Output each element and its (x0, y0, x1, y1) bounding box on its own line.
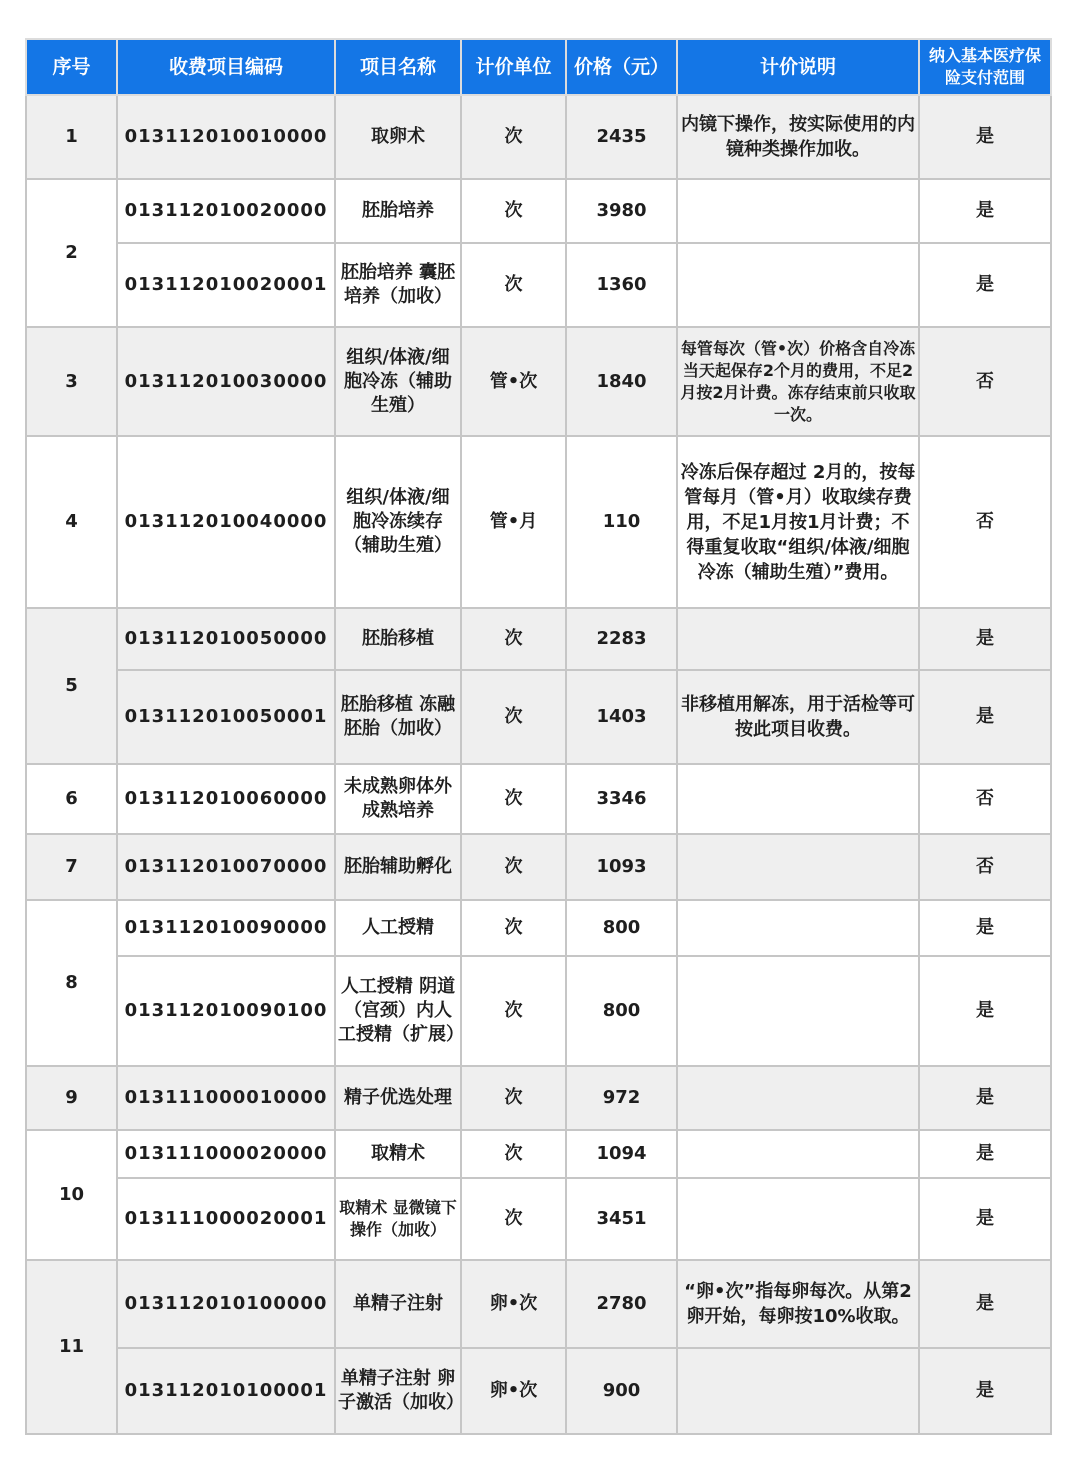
row-price: 3346 (566, 764, 677, 834)
row-code: 013112010100001 (117, 1348, 335, 1434)
row-code: 013112010050000 (117, 608, 335, 670)
row-price: 1360 (566, 243, 677, 327)
row-unit: 次 (461, 956, 566, 1066)
header-price: 价格（元） (566, 39, 677, 95)
row-no: 3 (26, 327, 117, 436)
row-insurance: 是 (919, 1348, 1051, 1434)
row-desc (677, 764, 919, 834)
table-row (26, 1066, 1051, 1130)
table-row (26, 834, 1051, 900)
row-insurance: 否 (919, 327, 1051, 436)
row-code: 013111000010000 (117, 1066, 335, 1130)
row-name: 人工授精 (335, 900, 461, 956)
table-row (26, 179, 1051, 243)
table-row (26, 327, 1051, 436)
row-desc (677, 608, 919, 670)
row-code: 013112010020000 (117, 179, 335, 243)
header-row (26, 39, 1051, 95)
row-code: 013111000020001 (117, 1178, 335, 1260)
row-unit: 次 (461, 1066, 566, 1130)
row-price: 800 (566, 900, 677, 956)
row-name: 胚胎辅助孵化 (335, 834, 461, 900)
row-name: 取精术 显微镜下操作（加收） (335, 1178, 461, 1260)
row-name: 胚胎移植 冻融胚胎（加收） (335, 670, 461, 764)
row-name: 组织/体液/细胞冷冻（辅助生殖） (335, 327, 461, 436)
header-code: 收费项目编码 (117, 39, 335, 95)
row-insurance: 是 (919, 1178, 1051, 1260)
row-price: 2435 (566, 95, 677, 179)
row-no: 1 (26, 95, 117, 179)
row-desc (677, 1130, 919, 1178)
row-desc (677, 1178, 919, 1260)
row-insurance: 是 (919, 670, 1051, 764)
row-name: 胚胎移植 (335, 608, 461, 670)
header-name: 项目名称 (335, 39, 461, 95)
row-insurance: 是 (919, 900, 1051, 956)
row-price: 1094 (566, 1130, 677, 1178)
header-no: 序号 (26, 39, 117, 95)
row-insurance: 否 (919, 764, 1051, 834)
row-unit: 管•月 (461, 436, 566, 608)
row-desc: 冷冻后保存超过 2月的，按每管每月（管•月）收取续存费用，不足1月按1月计费；不得重复收取“组织/体液/细胞冷冻（辅助生殖）”费用。 (677, 436, 919, 608)
row-price: 1093 (566, 834, 677, 900)
row-insurance: 是 (919, 956, 1051, 1066)
table-row (26, 436, 1051, 608)
row-insurance: 是 (919, 1066, 1051, 1130)
row-unit: 次 (461, 95, 566, 179)
row-price: 972 (566, 1066, 677, 1130)
row-unit: 次 (461, 608, 566, 670)
row-name: 取卵术 (335, 95, 461, 179)
row-no: 9 (26, 1066, 117, 1130)
row-code: 013112010030000 (117, 327, 335, 436)
row-code: 013112010010000 (117, 95, 335, 179)
row-price: 3451 (566, 1178, 677, 1260)
row-desc (677, 1348, 919, 1434)
row-insurance: 是 (919, 95, 1051, 179)
row-desc (677, 1066, 919, 1130)
row-desc: 内镜下操作，按实际使用的内镜种类操作加收。 (677, 95, 919, 179)
row-no: 10 (26, 1130, 117, 1260)
row-name: 取精术 (335, 1130, 461, 1178)
row-unit: 次 (461, 1130, 566, 1178)
row-unit: 次 (461, 670, 566, 764)
row-name: 单精子注射 卵子激活（加收） (335, 1348, 461, 1434)
row-unit: 次 (461, 764, 566, 834)
row-desc (677, 179, 919, 243)
table-row (26, 1348, 1051, 1434)
row-unit: 次 (461, 900, 566, 956)
row-no: 4 (26, 436, 117, 608)
row-insurance: 是 (919, 1260, 1051, 1348)
table-row (26, 1260, 1051, 1348)
row-price: 110 (566, 436, 677, 608)
row-unit: 次 (461, 243, 566, 327)
row-desc (677, 956, 919, 1066)
row-no: 8 (26, 900, 117, 1066)
table-row (26, 95, 1051, 179)
row-no: 11 (26, 1260, 117, 1434)
table-row (26, 1130, 1051, 1178)
row-code: 013112010050001 (117, 670, 335, 764)
row-name: 单精子注射 (335, 1260, 461, 1348)
row-code: 013112010070000 (117, 834, 335, 900)
row-unit: 次 (461, 179, 566, 243)
row-name: 组织/体液/细胞冷冻续存（辅助生殖） (335, 436, 461, 608)
row-desc: 非移植用解冻，用于活检等可按此项目收费。 (677, 670, 919, 764)
row-price: 2283 (566, 608, 677, 670)
row-insurance: 是 (919, 608, 1051, 670)
row-code: 013112010040000 (117, 436, 335, 608)
row-unit: 次 (461, 1178, 566, 1260)
row-code: 013112010090000 (117, 900, 335, 956)
row-no: 6 (26, 764, 117, 834)
row-unit: 卵•次 (461, 1260, 566, 1348)
row-desc (677, 900, 919, 956)
table-row (26, 243, 1051, 327)
row-desc: “卵•次”指每卵每次。从第2卵开始，每卵按10%收取。 (677, 1260, 919, 1348)
fee-table (25, 38, 1052, 1435)
row-name: 人工授精 阴道（宫颈）内人工授精（扩展） (335, 956, 461, 1066)
row-price: 900 (566, 1348, 677, 1434)
row-code: 013112010060000 (117, 764, 335, 834)
row-unit: 管•次 (461, 327, 566, 436)
header-unit: 计价单位 (461, 39, 566, 95)
row-price: 3980 (566, 179, 677, 243)
row-price: 800 (566, 956, 677, 1066)
table-row (26, 1178, 1051, 1260)
row-unit: 卵•次 (461, 1348, 566, 1434)
row-name: 精子优选处理 (335, 1066, 461, 1130)
row-code: 013112010020001 (117, 243, 335, 327)
row-desc (677, 243, 919, 327)
row-no: 2 (26, 179, 117, 327)
row-name: 胚胎培养 囊胚培养（加收） (335, 243, 461, 327)
row-insurance: 否 (919, 834, 1051, 900)
table-row (26, 608, 1051, 670)
row-price: 2780 (566, 1260, 677, 1348)
row-insurance: 是 (919, 1130, 1051, 1178)
row-no: 7 (26, 834, 117, 900)
row-unit: 次 (461, 834, 566, 900)
row-code: 013112010100000 (117, 1260, 335, 1348)
row-name: 未成熟卵体外成熟培养 (335, 764, 461, 834)
row-price: 1403 (566, 670, 677, 764)
table-row (26, 900, 1051, 956)
row-code: 013111000020000 (117, 1130, 335, 1178)
table-row (26, 670, 1051, 764)
header-insurance: 纳入基本医疗保险支付范围 (919, 39, 1051, 95)
row-desc (677, 834, 919, 900)
table-row (26, 956, 1051, 1066)
row-desc: 每管每次（管•次）价格含自冷冻当天起保存2个月的费用，不足2月按2月计费。冻存结束前只收取一次。 (677, 327, 919, 436)
row-code: 013112010090100 (117, 956, 335, 1066)
row-price: 1840 (566, 327, 677, 436)
header-desc: 计价说明 (677, 39, 919, 95)
table-row (26, 764, 1051, 834)
row-insurance: 是 (919, 179, 1051, 243)
row-no: 5 (26, 608, 117, 764)
row-name: 胚胎培养 (335, 179, 461, 243)
row-insurance: 否 (919, 436, 1051, 608)
row-insurance: 是 (919, 243, 1051, 327)
